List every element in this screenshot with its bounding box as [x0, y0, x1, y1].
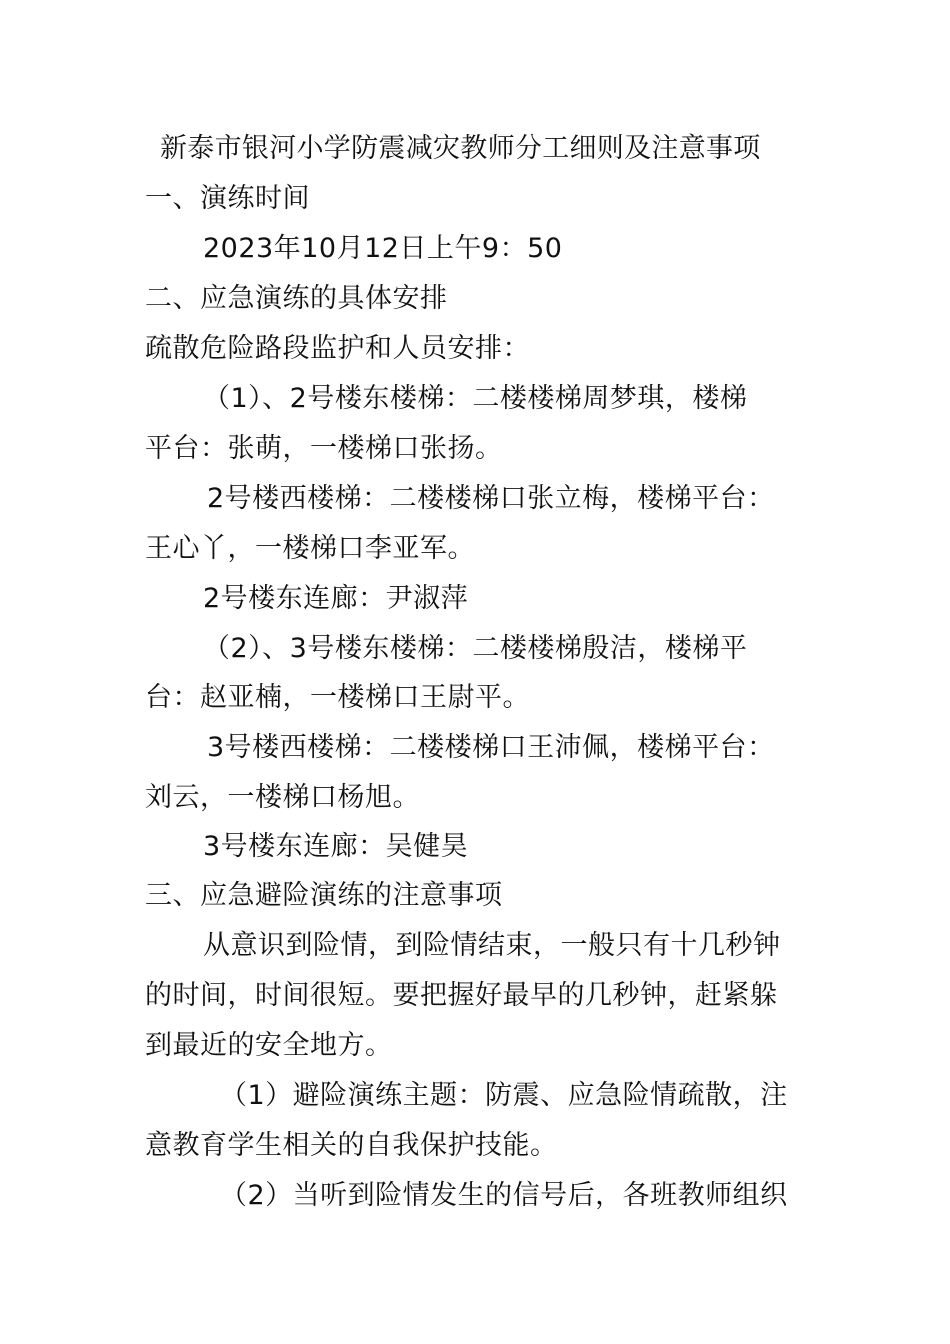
arrangement-intro: 疏散危险路段监护和人员安排： [145, 333, 530, 364]
building2-east-line2: 平台：张萌，一楼梯口张扬。 [145, 433, 503, 464]
building3-west-line2: 刘云，一楼梯口杨旭。 [145, 782, 420, 813]
point-2-line1: （2）当听到险情发生的信号后，各班教师组织 [220, 1180, 788, 1211]
section-1-heading: 一、演练时间 [145, 183, 310, 214]
building3-west-line1: 3号楼西楼梯：二楼楼梯口王沛佩，楼梯平台： [207, 732, 775, 763]
building2-east-line1: （1）、2号楼东楼梯：二楼楼梯周梦琪，楼梯 [203, 383, 748, 414]
building2-west-line1: 2号楼西楼梯：二楼楼梯口张立梅，楼梯平台： [207, 483, 775, 514]
building3-east-line1: （2）、3号楼东楼梯：二楼楼梯殷洁，楼梯平 [203, 633, 748, 664]
point-1-line1: （1）避险演练主题：防震、应急险情疏散，注 [220, 1080, 788, 1111]
building2-corridor: 2号楼东连廊：尹淑萍 [203, 583, 469, 614]
paragraph-1-line1: 从意识到险情，到险情结束，一般只有十几秒钟 [203, 930, 781, 961]
building3-corridor: 3号楼东连廊：吴健昊 [203, 831, 469, 862]
document-title: 新泰市银河小学防震减灾教师分工细则及注意事项 [160, 133, 761, 164]
drill-time: 2023年10月12日上午9：50 [203, 233, 563, 264]
paragraph-1-line3: 到最近的安全地方。 [145, 1030, 393, 1061]
section-2-heading: 二、应急演练的具体安排 [145, 283, 448, 314]
building3-east-line2: 台：赵亚楠，一楼梯口王尉平。 [145, 682, 530, 713]
paragraph-1-line2: 的时间，时间很短。要把握好最早的几秒钟，赶紧躲 [145, 980, 778, 1011]
point-1-line2: 意教育学生相关的自我保护技能。 [145, 1130, 558, 1161]
building2-west-line2: 王心丫，一楼梯口李亚军。 [145, 533, 475, 564]
section-3-heading: 三、应急避险演练的注意事项 [145, 880, 503, 911]
